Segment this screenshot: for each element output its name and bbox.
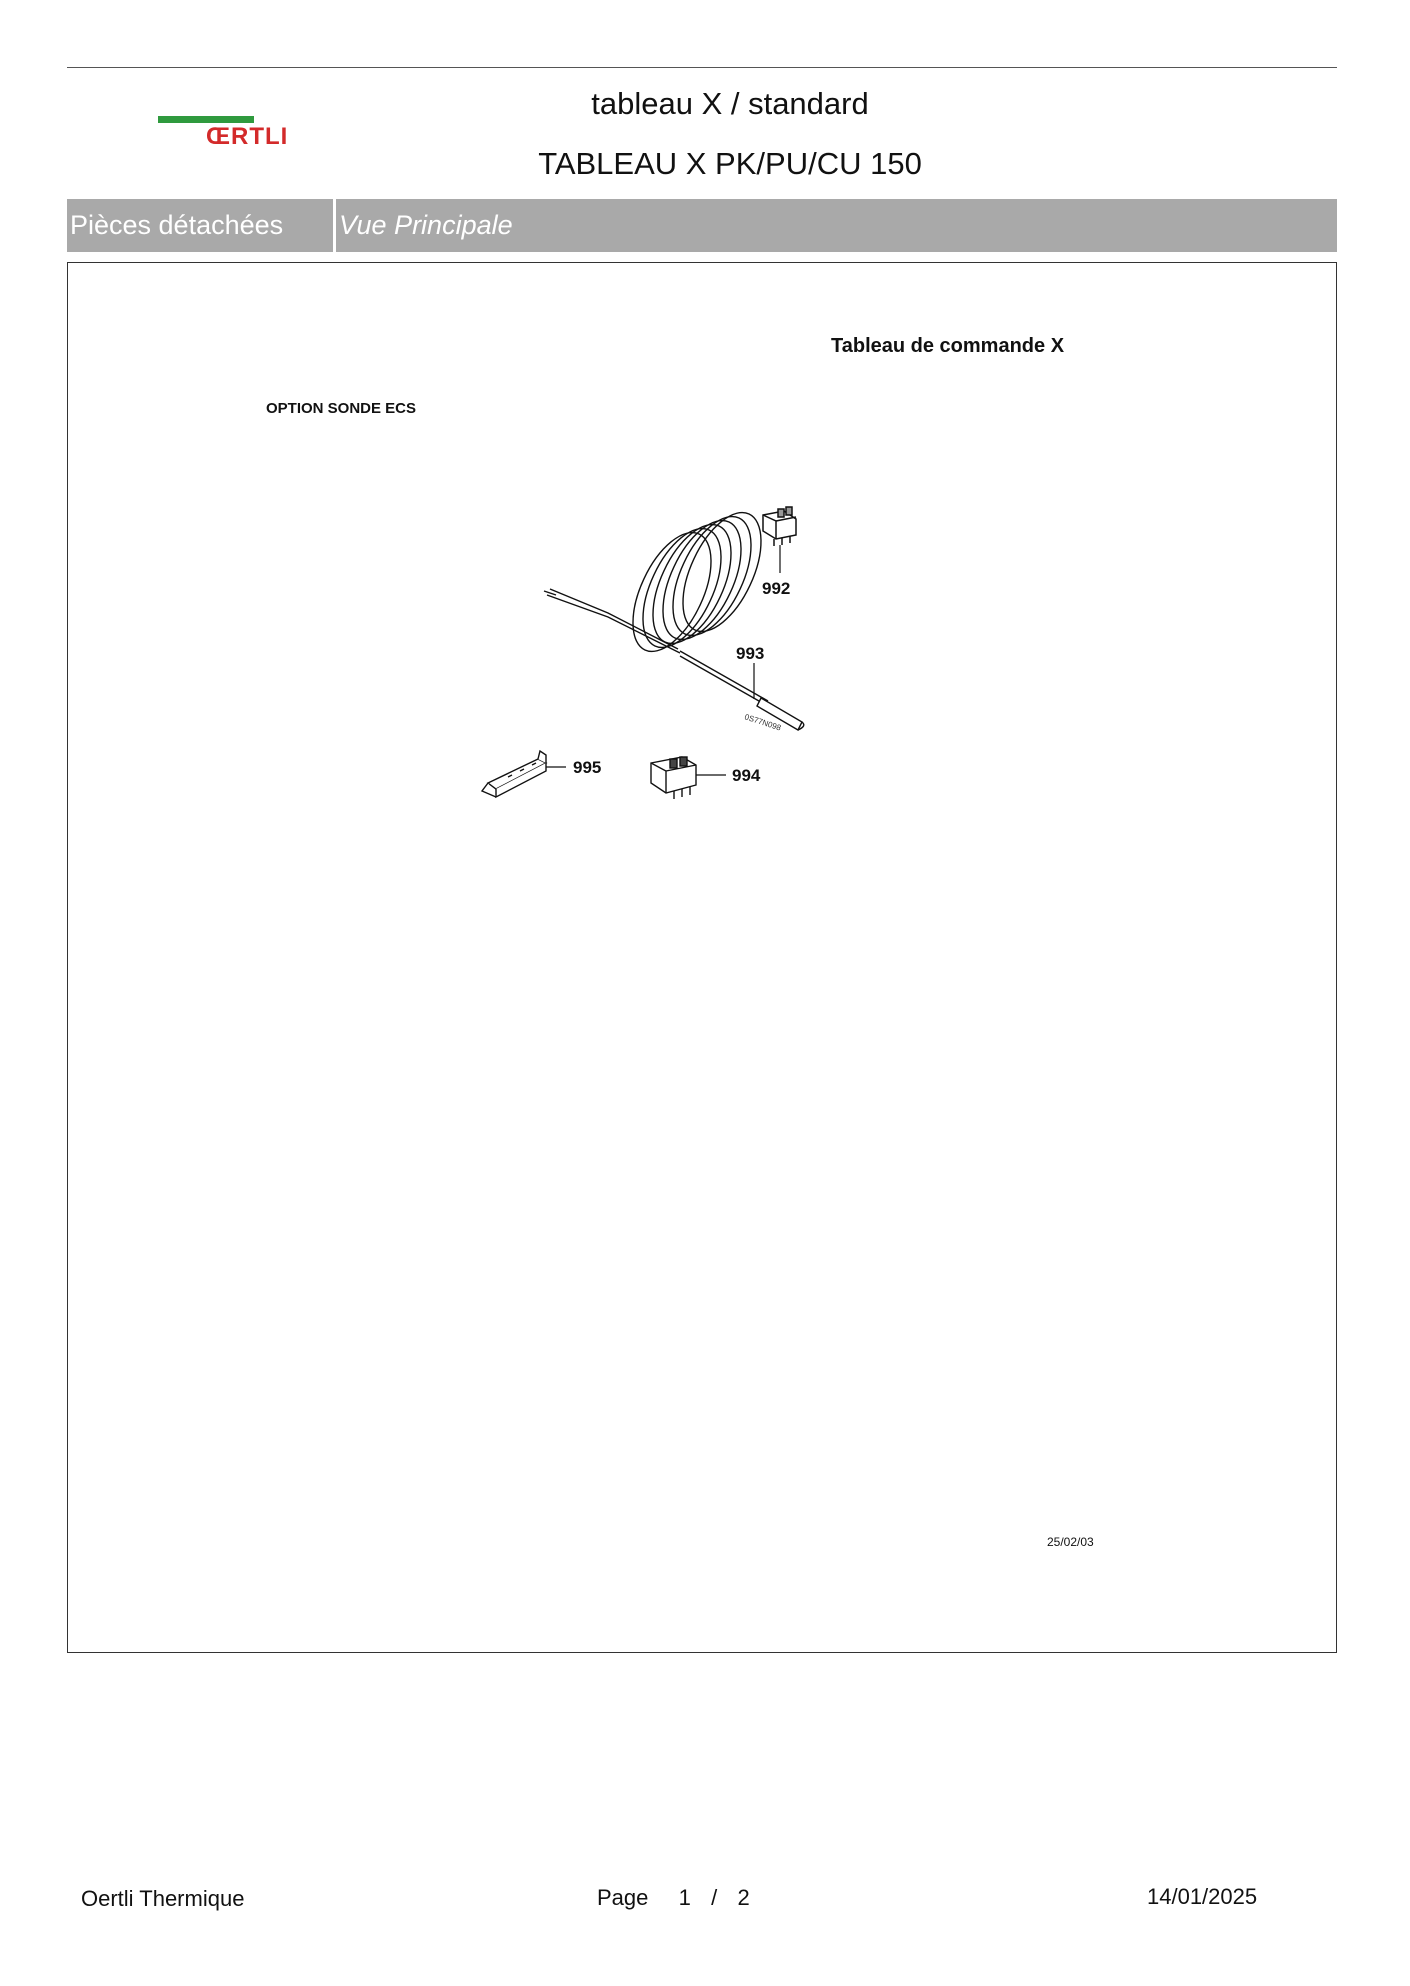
part-ref-992: 992 [762, 579, 791, 598]
section-label-spare-parts: Pièces détachées [70, 210, 284, 240]
part-994-terminal-block [651, 757, 696, 799]
exploded-view-frame [67, 262, 1337, 1653]
logo-text: ŒRTLI [206, 123, 289, 150]
section-label-view: Vue Principale [339, 210, 513, 240]
option-label: OPTION SONDE ECS [266, 400, 417, 417]
exploded-view-diagram [68, 263, 1336, 1652]
footer-company: Oertli Thermique [81, 1886, 245, 1911]
part-ref-994: 994 [732, 766, 761, 785]
page-current: 1 [678, 1885, 691, 1910]
part-ref-995: 995 [573, 758, 602, 777]
page-separator: / [711, 1885, 718, 1910]
drawing-heading: Tableau de commande X [831, 335, 1065, 357]
drawing-code: 0S77N098 [743, 712, 783, 733]
footer-page-indicator [597, 1885, 750, 1911]
part-992-connector [763, 507, 796, 546]
document-title: tableau X / standard [591, 86, 869, 121]
document-subtitle: TABLEAU X PK/PU/CU 150 [538, 146, 922, 181]
part-995-clip [482, 751, 546, 797]
page-total: 2 [737, 1885, 750, 1910]
page-label: Page [597, 1885, 649, 1910]
part-993-sensor-cable [544, 501, 804, 733]
footer-date: 14/01/2025 [1147, 1884, 1258, 1909]
section-separator [333, 199, 336, 252]
top-rule [67, 67, 1337, 68]
part-ref-993: 993 [736, 644, 765, 663]
section-header-bar [67, 199, 1337, 252]
drawing-date: 25/02/03 [1047, 1535, 1094, 1549]
